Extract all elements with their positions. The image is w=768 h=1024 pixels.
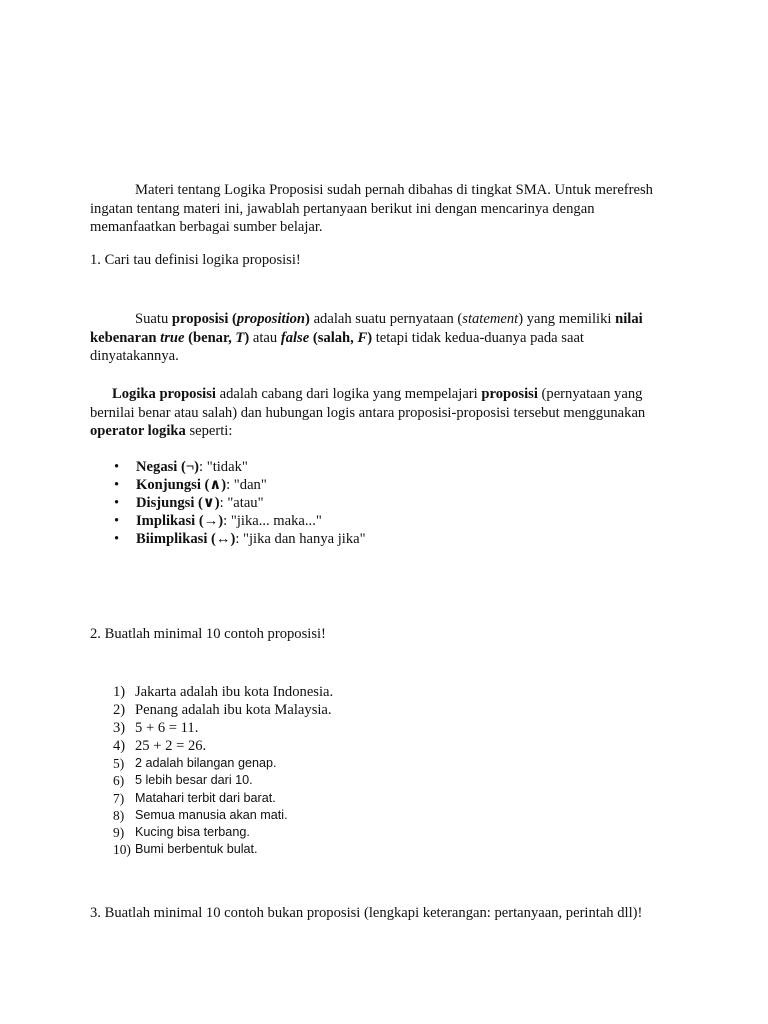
item-number: 10) [113,842,131,858]
item-text: Kucing bisa terbang. [135,825,250,840]
item-text: Semua manusia akan mati. [135,807,288,822]
item-number: 5) [113,756,125,771]
item-number: 3) [113,720,126,736]
list-item [90,530,366,548]
def-bold-1: proposisi ( [171,311,237,327]
operator-list [90,458,366,548]
list-item [113,683,333,701]
list-item [113,737,333,755]
item-number: 1) [113,684,126,700]
def-bold-5: ) [244,329,250,346]
item-number: 7) [113,790,125,806]
def-text-2: adalah suatu pernyataan ( [309,311,463,327]
question-2: 2. Buatlah minimal 10 contoh proposisi! [90,626,326,642]
logic-text-1: adalah cabang dari logika yang mempelajari [215,386,482,402]
list-item [113,807,333,824]
question-1: 1. Cari tau definisi logika proposisi! [90,252,301,268]
operator-meaning: : "jika... maka..." [223,513,322,529]
list-item [90,476,366,494]
def-text-1: Suatu [135,311,172,327]
item-text: 5 + 6 = 11. [135,720,199,736]
item-number: 8) [113,807,125,823]
operator-name: Disjungsi (∨) [136,495,220,511]
bullet-icon: • [114,531,120,547]
def-bold-7: ) [367,329,373,346]
definition-paragraph [90,310,675,366]
logic-text-2: (pernyataan yang bernilai benar atau salah) dan hubungan logis antara proposisi-proposisi tersebut menggunakan [90,386,646,421]
operator-meaning: : "dan" [226,477,267,493]
def-bold-italic-2: true [160,329,185,346]
logic-paragraph [90,385,675,441]
operator-meaning: : "tidak" [199,459,248,475]
logic-bold-2: proposisi [481,386,538,402]
item-text: Penang adalah ibu kota Malaysia. [135,702,332,718]
list-item [113,701,333,719]
operator-meaning: : "atau" [219,495,264,511]
bullet-icon: • [114,459,120,475]
logic-bold-1: Logika proposisi [112,386,216,402]
operator-name: Biimplikasi (↔) [136,531,236,547]
item-text: 5 lebih besar dari 10. [135,773,253,788]
list-item [113,719,333,737]
operator-name: Konjungsi (∧) [136,477,227,493]
def-bold-italic-1: proposition [236,311,306,327]
bullet-icon: • [114,477,120,493]
item-text: 25 + 2 = 26. [135,738,207,754]
def-italic-1: statement [462,311,519,327]
list-item [90,458,366,476]
list-item [113,772,333,789]
def-bold-3: nilai kebenaran [90,311,643,346]
def-bold-6: (salah, [309,329,358,346]
item-number: 4) [113,738,126,754]
def-text-3: ) yang memiliki [518,311,616,327]
logic-text-3: seperti: [185,423,233,439]
list-item [113,755,333,772]
list-item [90,494,366,512]
def-bold-2: ) [305,311,310,327]
item-number: 6) [113,773,125,789]
bullet-icon: • [114,513,120,529]
item-text: 2 adalah bilangan genap. [135,756,277,770]
question-3: 3. Buatlah minimal 10 contoh bukan proposisi (lengkapi keterangan: pertanyaan, perintah dll)! [90,905,643,921]
item-number: 2) [113,702,126,718]
intro-paragraph: Materi tentang Logika Proposisi sudah pernah dibahas di tingkat SMA. Untuk merefresh ingatan tentang materi ini, jawablah pertanyaan berikut ini dengan mencarinya dengan memanfaatkan berbagai sumber belajar. [90,182,653,235]
list-item [113,824,333,841]
def-text-5: tetapi tidak kedua-duanya pada saat dinyatakannya. [90,329,584,364]
logic-bold-3: operator logika [90,423,186,439]
item-text: Bumi berbentuk bulat. [135,842,258,857]
list-item [113,790,333,807]
def-bold-italic-5: F [357,329,368,346]
operator-meaning: : "jika dan hanya jika" [235,531,366,547]
bullet-icon: • [114,495,120,511]
item-text: Jakarta adalah ibu kota Indonesia. [135,684,334,700]
operator-name: Implikasi (→) [136,513,224,529]
def-text-4: atau [249,329,281,346]
item-text: Matahari terbit dari barat. [135,790,276,805]
list-item [90,512,366,530]
list-item [113,841,333,858]
def-bold-italic-4: false [280,329,310,346]
operator-name: Negasi (¬) [136,459,200,475]
proposition-list [113,683,333,859]
def-bold-italic-3: T [235,329,245,346]
item-number: 9) [113,825,125,841]
def-bold-4: (benar, [184,329,236,346]
